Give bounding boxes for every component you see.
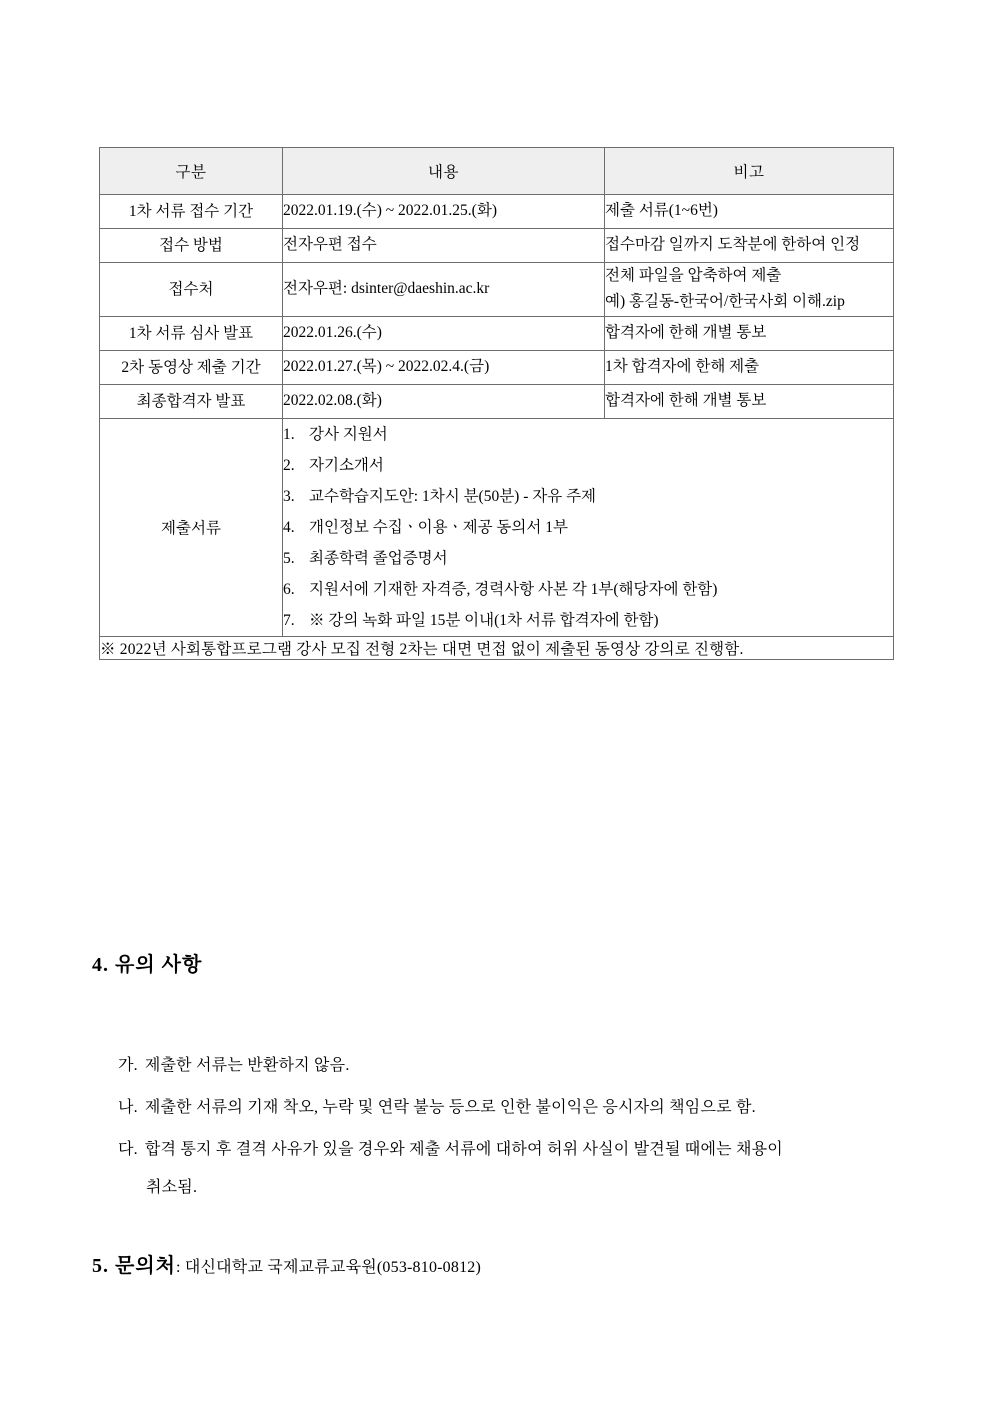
list-item-number: 3. — [283, 487, 295, 505]
item-text: 제출한 서류는 반환하지 않음. — [144, 1057, 350, 1074]
list-item-number: 5. — [283, 549, 295, 567]
list-item-text: ※ 강의 녹화 파일 15분 이내(1차 서류 합격자에 한함) — [309, 611, 659, 629]
submission-documents-list — [283, 418, 894, 636]
list-item-text: 지원서에 기재한 자격증, 경력사항 사본 각 1부(해당자에 한함) — [309, 580, 718, 598]
list-item-text: 개인정보 수집ㆍ이용ㆍ제공 동의서 1부 — [309, 518, 568, 536]
row-content-email: 전자우편: dsinter@daeshin.ac.kr — [283, 263, 605, 317]
table-row — [100, 316, 894, 350]
list-item-number: 7. — [283, 611, 295, 629]
table-row — [100, 195, 894, 229]
table-row-documents — [100, 418, 894, 636]
list-item-text: 최종학력 졸업증명서 — [309, 549, 448, 567]
column-header-bigo: 비고 — [605, 148, 894, 195]
row-remark: 합격자에 한해 개별 통보 — [605, 316, 894, 350]
section-heading-5 — [92, 1249, 481, 1278]
row-remark: 합격자에 한해 개별 통보 — [605, 384, 894, 418]
item-marker: 다. — [118, 1141, 138, 1158]
table-row — [100, 263, 894, 317]
row-content: 2022.01.27.(목) ~ 2022.02.4.(금) — [283, 350, 605, 384]
remark-line-1: 전체 파일을 압축하여 제출 — [605, 267, 782, 284]
row-label: 1차 서류 심사 발표 — [100, 316, 283, 350]
row-content: 전자우편 접수 — [283, 229, 605, 263]
item-marker: 가. — [118, 1057, 138, 1074]
section5-detail: : 대신대학교 국제교류교육원(053-810-0812) — [175, 1259, 481, 1276]
row-label: 최종합격자 발표 — [100, 384, 283, 418]
section5-label: 5. 문의처 — [92, 1255, 176, 1277]
row-content: 2022.01.26.(수) — [283, 316, 605, 350]
row-label: 1차 서류 접수 기간 — [100, 195, 283, 229]
list-item-text: 자기소개서 — [309, 456, 384, 474]
recruitment-schedule-table — [99, 147, 893, 660]
table-row — [100, 384, 894, 418]
section4-item-b — [118, 1095, 756, 1121]
table-footnote: ※ 2022년 사회통합프로그램 강사 모집 전형 2차는 대면 면접 없이 제출된 동영상 강의로 진행함. — [100, 636, 894, 659]
table-row — [100, 229, 894, 263]
row-remark — [605, 263, 894, 317]
row-label: 제출서류 — [100, 418, 283, 636]
item-text: 제출한 서류의 기재 착오, 누락 및 연락 불능 등으로 인한 불이익은 응시자의 책임으로 함. — [144, 1099, 756, 1116]
item-marker: 나. — [118, 1099, 138, 1116]
item-text-continuation: 취소됨. — [146, 1178, 198, 1196]
list-item — [283, 450, 893, 481]
column-header-naeyong: 내용 — [283, 148, 605, 195]
section-heading-4: 4. 유의 사항 — [92, 954, 203, 976]
list-item — [283, 512, 893, 543]
row-label: 2차 동영상 제출 기간 — [100, 350, 283, 384]
row-label: 접수 방법 — [100, 229, 283, 263]
item-text: 합격 통지 후 결격 사유가 있을 경우와 제출 서류에 대하여 허위 사실이 발견될 때에는 채용이 — [144, 1141, 783, 1158]
row-content: 2022.01.19.(수) ~ 2022.01.25.(화) — [283, 195, 605, 229]
list-item — [283, 574, 893, 605]
list-item-number: 6. — [283, 580, 295, 598]
section4-item-a — [118, 1053, 350, 1079]
section4-item-c — [118, 1137, 908, 1200]
list-item-text: 교수학습지도안: 1차시 분(50분) - 자유 주제 — [309, 487, 597, 505]
table-row — [100, 350, 894, 384]
column-header-gubun: 구분 — [100, 148, 283, 195]
list-item-text: 강사 지원서 — [309, 425, 388, 443]
table-footnote-row — [100, 636, 894, 659]
row-label: 접수처 — [100, 263, 283, 317]
remark-line-2: 예) 홍길동-한국어/한국사회 이해.zip — [605, 293, 845, 311]
row-content: 2022.02.08.(화) — [283, 384, 605, 418]
list-item-number: 2. — [283, 456, 295, 474]
list-item-number: 1. — [283, 425, 295, 443]
row-remark: 접수마감 일까지 도착분에 한하여 인정 — [605, 229, 894, 263]
table-header-row — [100, 148, 894, 195]
list-item-number: 4. — [283, 518, 295, 536]
row-remark: 제출 서류(1~6번) — [605, 195, 894, 229]
list-item — [283, 481, 893, 512]
list-item — [283, 543, 893, 574]
list-item — [283, 419, 893, 450]
list-item — [283, 605, 893, 636]
row-remark: 1차 합격자에 한해 제출 — [605, 350, 894, 384]
